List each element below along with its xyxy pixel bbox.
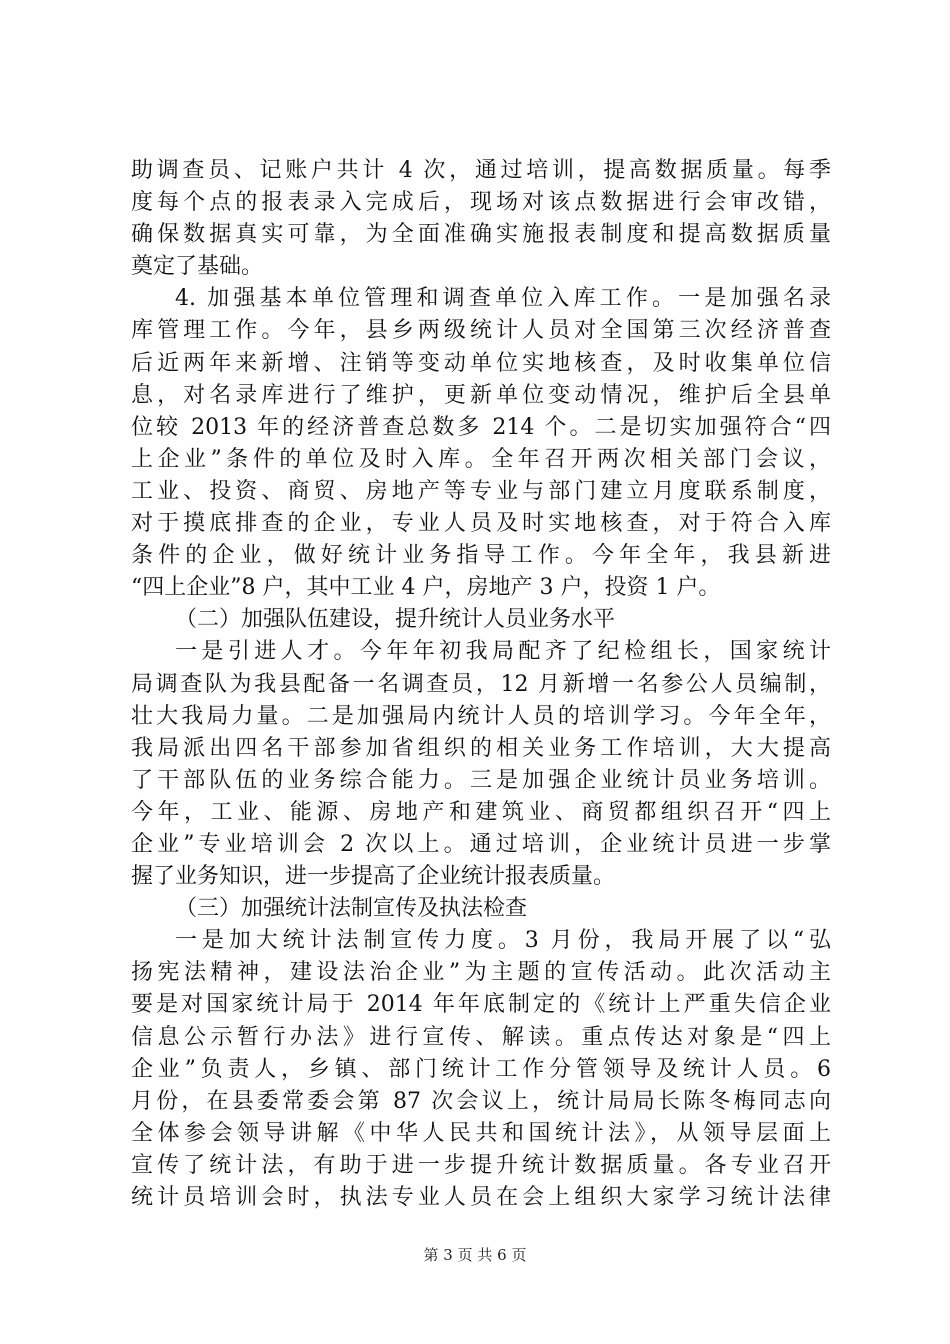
text-line: 库管理工作。今年，县乡两级统计人员对全国第三次经济普查: [131, 318, 831, 344]
text-line: 度每个点的报表录入完成后，现场对该点数据进行会审改错，: [131, 190, 831, 216]
text-line: 后近两年来新增、注销等变动单位实地核查，及时收集单位信: [131, 350, 831, 376]
text-line: 扬宪法精神，建设法治企业”为主题的宣传活动。此次活动主: [131, 960, 831, 986]
text-line: 月份，在县委常委会第 87 次会议上，统计局局长陈冬梅同志向: [131, 1088, 831, 1114]
text-line: 了干部队伍的业务综合能力。三是加强企业统计员业务培训。: [131, 767, 831, 793]
text-line: 一是加大统计法制宣传力度。3 月份，我局开展了以“弘: [175, 928, 831, 954]
document-body: [131, 155, 831, 1214]
text-line: 局调查队为我县配备一名调查员，12 月新增一名参公人员编制，: [131, 671, 831, 697]
text-line: 统计员培训会时，执法专业人员在会上组织大家学习统计法律: [131, 1185, 831, 1210]
text-line: 握了业务知识，进一步提高了企业统计报表质量。: [131, 864, 616, 890]
text-line: 上企业”条件的单位及时入库。全年召开两次相关部门会议，: [131, 446, 831, 472]
text-line: 信息公示暂行办法》进行宣传、解读。重点传达对象是“四上: [131, 1024, 831, 1050]
text-line: 息，对名录库进行了维护，更新单位变动情况，维护后全县单: [131, 382, 831, 408]
text-line: 今年，工业、能源、房地产和建筑业、商贸都组织召开“四上: [131, 799, 831, 825]
text-line: “四上企业”8 户，其中工业 4 户，房地产 3 户，投资 1 户。: [131, 575, 721, 601]
text-line: 工业、投资、商贸、房地产等专业与部门建立月度联系制度，: [131, 478, 831, 504]
text-line: 条件的企业，做好统计业务指导工作。今年全年，我县新进: [131, 543, 831, 569]
page-footer: 第 3 页 共 6 页: [423, 1246, 527, 1264]
text-line: 我局派出四名干部参加省组织的相关业务工作培训，大大提高: [131, 735, 831, 761]
text-line: 4. 加强基本单位管理和调查单位入库工作。一是加强名录: [175, 286, 831, 312]
text-line: 助调查员、记账户共计 4 次，通过培训，提高数据质量。每季: [131, 158, 831, 183]
text-line: 位较 2013 年的经济普查总数多 214 个。二是切实加强符合“四: [131, 414, 831, 440]
text-line: 宣传了统计法，有助于进一步提升统计数据质量。各专业召开: [131, 1152, 831, 1178]
text-line: 一是引进人才。今年年初我局配齐了纪检组长，国家统计: [175, 639, 831, 665]
text-line: 确保数据真实可靠，为全面准确实施报表制度和提高数据质量: [131, 222, 831, 248]
text-line: 全体参会领导讲解《中华人民共和国统计法》，从领导层面上: [131, 1120, 831, 1146]
text-line: 企业”负责人，乡镇、部门统计工作分管领导及统计人员。6: [131, 1056, 831, 1082]
section-heading: （二）加强队伍建设，提升统计人员业务水平: [175, 607, 616, 633]
section-heading: （三）加强统计法制宣传及执法检查: [175, 896, 528, 922]
text-line: 奠定了基础。: [131, 254, 264, 280]
text-line: 要是对国家统计局于 2014 年年底制定的《统计上严重失信企业: [131, 992, 831, 1018]
text-line: 企业”专业培训会 2 次以上。通过培训，企业统计员进一步掌: [131, 831, 831, 857]
text-line: 对于摸底排查的企业，专业人员及时实地核查，对于符合入库: [131, 511, 831, 537]
text-line: 壮大我局力量。二是加强局内统计人员的培训学习。今年全年，: [131, 703, 831, 729]
